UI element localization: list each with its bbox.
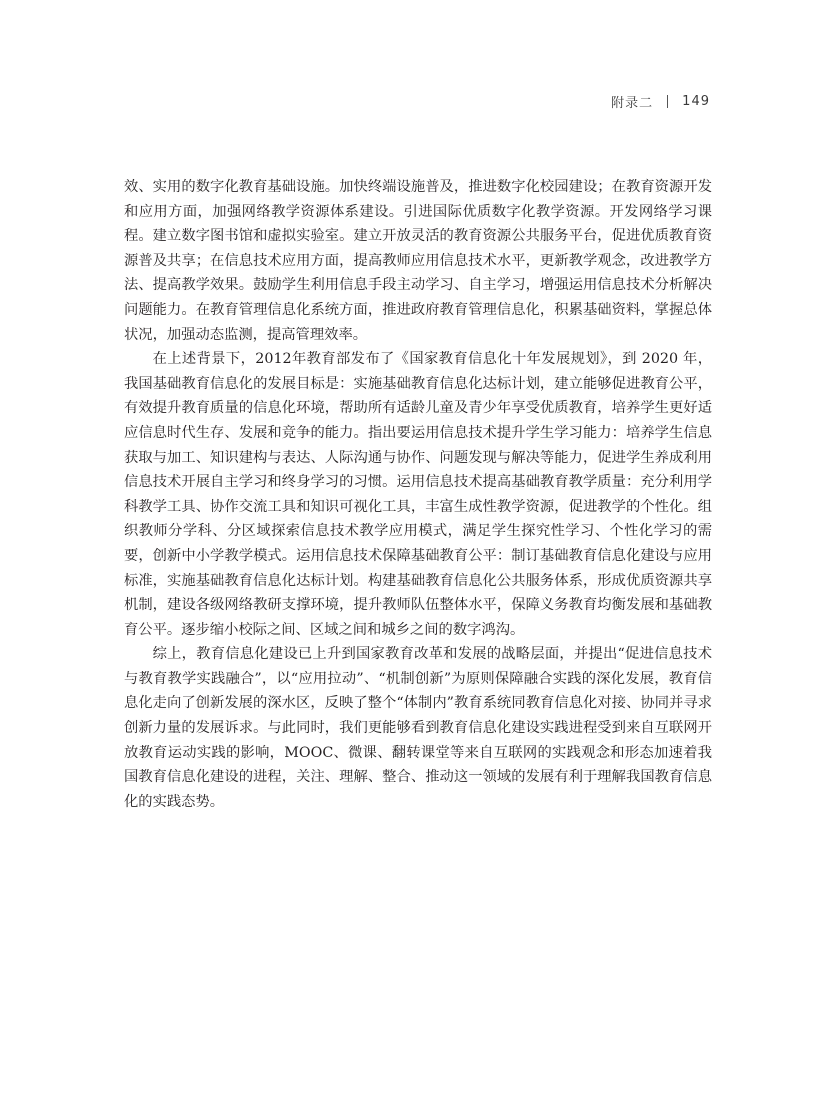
paragraph-2: 在上述背景下，2012年教育部发布了《国家教育信息化十年发展规划》，到 2020 年，我国基础教育信息化的发展目标是：实施基础教育信息化达标计划，建立能够促进教育公平，有效提升教育质量的信息化环境，帮助所有适龄儿童及青少年享受优质教育，培养学生更好适应信息时代生存、发展和竞争的能力。指出要运用信息技术提升学生学习能力：培养学生信息获取与加工、知识建构与表达、人际沟通与协作、问题发现与解决等能力，促进学生养成利用信息技术开展自主学习和终身学习的习惯。运用信息技术提高基础教育教学质量：充分利用学科教学工具、协作交流工具和知识可视化工具，丰富生成性教学资源，促进教学的个性化。组织教师分学科、分区域探索信息技术教学应用模式，满足学生探究性学习、个性化学习的需要，创新中小学教学模式。运用信息技术保障基础教育公平：制订基础教育信息化建设与应用标准，实施基础教育信息化达标计划。构建基础教育信息化公共服务体系，形成优质资源共享机制，建设各级网络教研支撑环境，提升教师队伍整体水平，保障义务教育均衡发展和基础教育公平。逐步缩小校际之间、区域之间和城乡之间的数字鸿沟。: [124, 351, 712, 638]
header-section-title: 附录二: [611, 96, 654, 111]
paragraph-1: 效、实用的数字化教育基础设施。加快终端设施普及，推进数字化校园建设；在教育资源开发和应用方面，加强网络教学资源体系建设。引进国际优质数字化教学资源。开发网络学习课程。建立数字图书馆和虚拟实验室。建立开放灵活的教育资源公共服务平台，促进优质教育资源普及共享；在信息技术应用方面，提高教师应用信息技术水平，更新教学观念，改进教学方法、提高教学效果。鼓励学生利用信息手段主动学习、自主学习，增强运用信息技术分析解决问题能力。在教育管理信息化系统方面，推进政府教育管理信息化，积累基础资料，掌握总体状况，加强动态监测，提高管理效率。: [124, 179, 712, 343]
body-text: [124, 175, 712, 814]
paragraph-3: 综上，教育信息化建设已上升到国家教育改革和发展的战略层面，并提出“促进信息技术与教育教学实践融合”，以“应用拉动”、“机制创新”为原则保障融合实践的深化发展，教育信息化走向了创新发展的深水区，反映了整个“体制内”教育系统同教育信息化对接、协同并寻求创新力量的发展诉求。与此同时，我们更能够看到教育信息化建设实践进程受到来自互联网开放教育运动实践的影响，MOOC、微课、翻转课堂等来自互联网的实践观念和形态加速着我国教育信息化建设的进程，关注、理解、整合、推动这一领域的发展有利于理解我国教育信息化的实践态势。: [124, 646, 712, 810]
running-header: [611, 92, 710, 111]
page-number: 149: [682, 94, 710, 109]
header-separator: [667, 95, 668, 108]
